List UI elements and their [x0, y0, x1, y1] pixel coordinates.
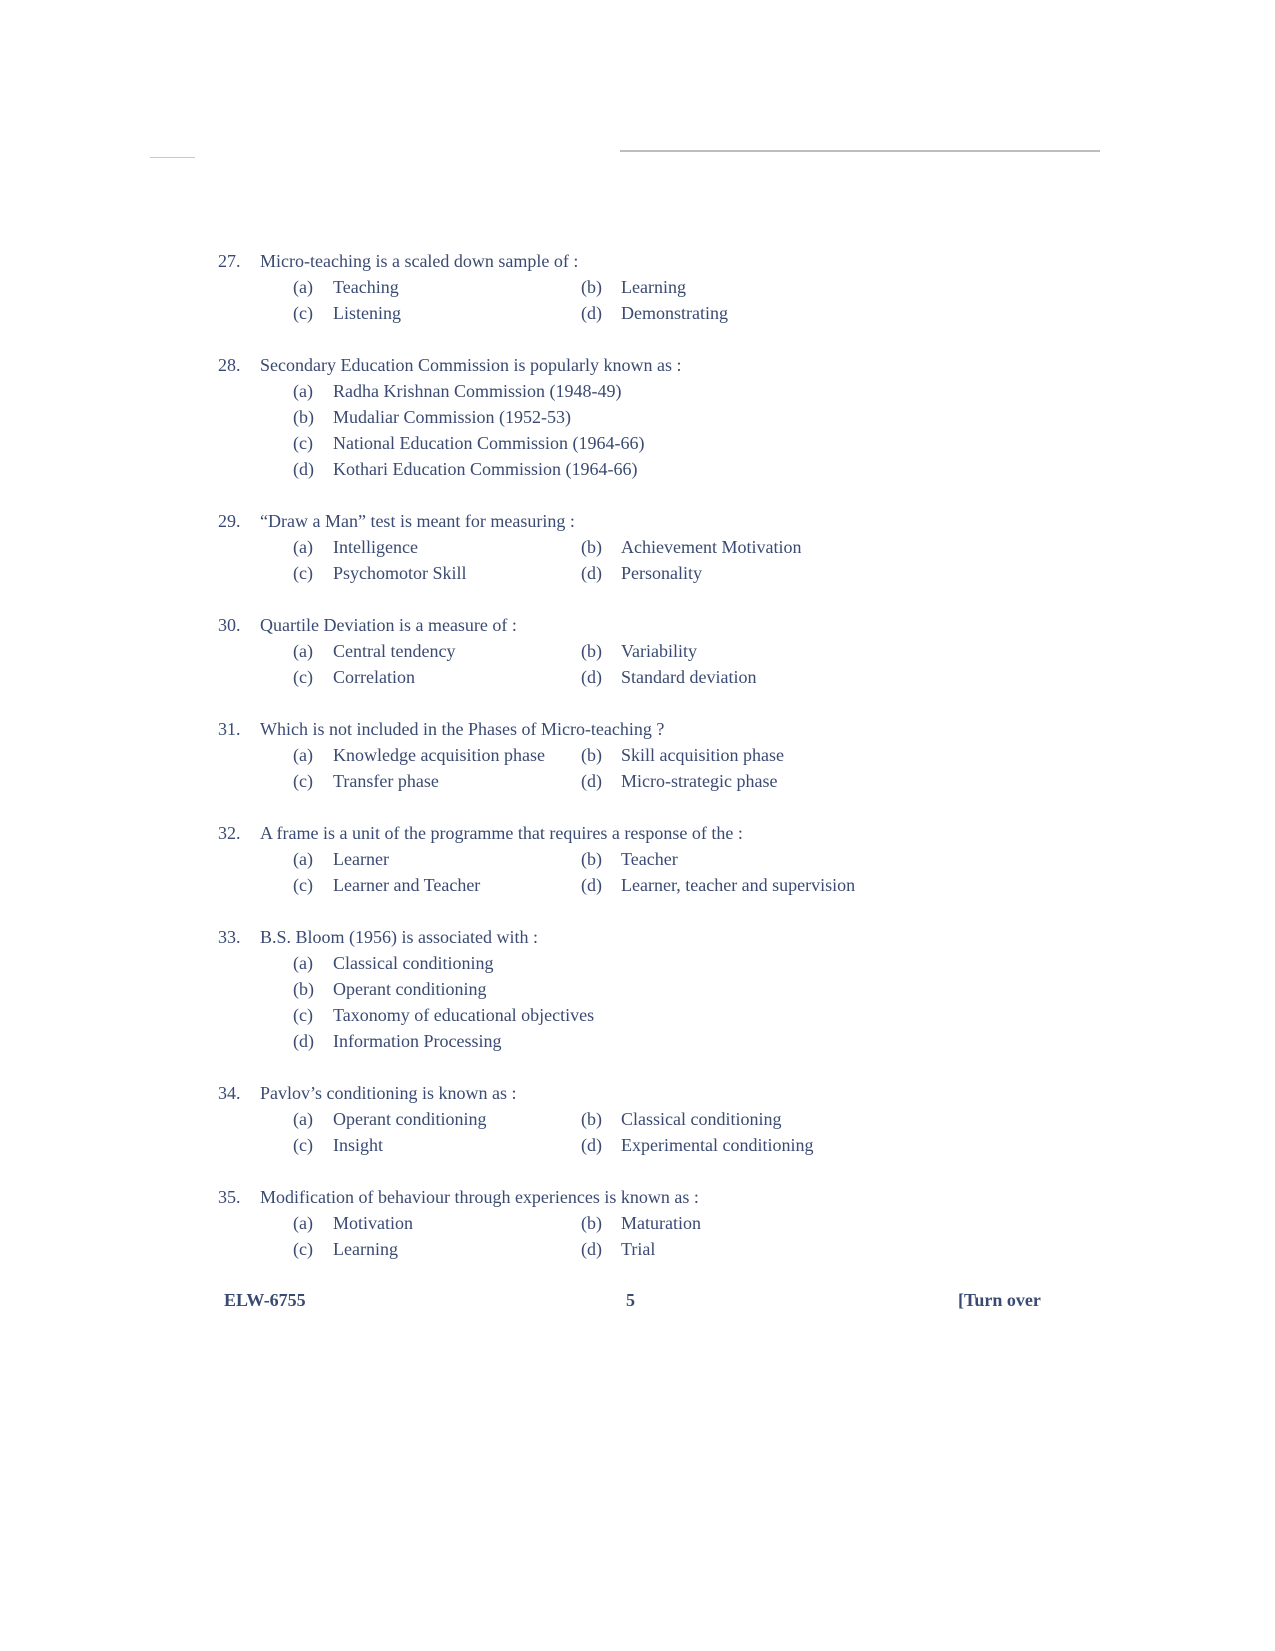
question-block — [218, 924, 1118, 1054]
option-text: Learning — [621, 277, 686, 297]
option-row — [293, 1210, 1118, 1236]
answer-option — [581, 664, 869, 690]
question-text: B.S. Bloom (1956) is associated with : — [260, 927, 538, 947]
answer-option — [581, 560, 869, 586]
option-row — [293, 872, 1118, 898]
option-group — [293, 950, 1118, 1054]
option-letter: (d) — [581, 303, 602, 323]
question-stem — [218, 924, 1118, 950]
question-stem — [218, 352, 1118, 378]
question-text: Micro-teaching is a scaled down sample of : — [260, 251, 579, 271]
answer-option — [293, 378, 1118, 404]
question-text: Modification of behaviour through experiences is known as : — [260, 1187, 699, 1207]
option-group — [293, 846, 1118, 898]
option-row — [293, 274, 1118, 300]
option-group — [293, 638, 1118, 690]
answer-option — [293, 1210, 581, 1236]
option-letter: (c) — [293, 771, 313, 791]
option-text: Psychomotor Skill — [333, 563, 467, 583]
option-row — [293, 1002, 1118, 1028]
option-row — [293, 300, 1118, 326]
answer-option — [581, 274, 869, 300]
option-text: Motivation — [333, 1213, 413, 1233]
option-letter: (c) — [293, 667, 313, 687]
question-text: Which is not included in the Phases of Micro-teaching ? — [260, 719, 665, 739]
option-letter: (a) — [293, 1213, 313, 1233]
option-row — [293, 1132, 1118, 1158]
answer-option — [293, 976, 1118, 1002]
option-row — [293, 950, 1118, 976]
question-number: 34. — [218, 1083, 241, 1103]
option-row — [293, 846, 1118, 872]
option-letter: (a) — [293, 381, 313, 401]
option-letter: (d) — [293, 459, 314, 479]
option-letter: (b) — [581, 277, 602, 297]
option-row — [293, 664, 1118, 690]
question-stem — [218, 248, 1118, 274]
answer-option — [581, 1210, 869, 1236]
option-row — [293, 1236, 1118, 1262]
option-row — [293, 768, 1118, 794]
option-letter: (b) — [581, 745, 602, 765]
option-letter: (a) — [293, 953, 313, 973]
option-text: Maturation — [621, 1213, 701, 1233]
option-row — [293, 742, 1118, 768]
option-letter: (b) — [293, 979, 314, 999]
scan-edge-line-left — [150, 157, 195, 158]
option-text: Correlation — [333, 667, 415, 687]
option-text: Demonstrating — [621, 303, 728, 323]
option-letter: (c) — [293, 303, 313, 323]
option-text: Transfer phase — [333, 771, 439, 791]
answer-option — [293, 534, 581, 560]
answer-option — [581, 534, 869, 560]
answer-option — [293, 1028, 1118, 1054]
option-group — [293, 378, 1118, 482]
option-group — [293, 1106, 1118, 1158]
option-text: Knowledge acquisition phase — [333, 745, 545, 765]
answer-option — [581, 300, 869, 326]
question-stem — [218, 716, 1118, 742]
answer-option — [293, 560, 581, 586]
question-number: 27. — [218, 251, 241, 271]
option-text: Achievement Motivation — [621, 537, 802, 557]
question-block — [218, 716, 1118, 794]
option-text: Trial — [621, 1239, 656, 1259]
question-stem — [218, 1184, 1118, 1210]
answer-option — [581, 638, 869, 664]
option-text: Central tendency — [333, 641, 456, 661]
question-block — [218, 612, 1118, 690]
option-letter: (d) — [581, 563, 602, 583]
answer-option — [581, 768, 869, 794]
option-letter: (d) — [581, 667, 602, 687]
question-block — [218, 508, 1118, 586]
option-letter: (d) — [581, 875, 602, 895]
option-row — [293, 1028, 1118, 1054]
question-number: 32. — [218, 823, 241, 843]
option-letter: (a) — [293, 537, 313, 557]
option-text: National Education Commission (1964-66) — [333, 433, 645, 453]
option-letter: (b) — [581, 641, 602, 661]
option-letter: (c) — [293, 875, 313, 895]
page-number: 5 — [626, 1290, 635, 1310]
option-text: Information Processing — [333, 1031, 502, 1051]
question-stem — [218, 820, 1118, 846]
option-row — [293, 1106, 1118, 1132]
option-group — [293, 274, 1118, 326]
option-group — [293, 534, 1118, 586]
answer-option — [293, 404, 1118, 430]
option-text: Mudaliar Commission (1952-53) — [333, 407, 571, 427]
answer-option — [293, 742, 581, 768]
option-letter: (d) — [293, 1031, 314, 1051]
option-letter: (a) — [293, 849, 313, 869]
option-row — [293, 456, 1118, 482]
question-text: “Draw a Man” test is meant for measuring : — [260, 511, 575, 531]
option-text: Experimental conditioning — [621, 1135, 814, 1155]
option-letter: (b) — [581, 1213, 602, 1233]
answer-option — [293, 872, 581, 898]
question-text: A frame is a unit of the programme that requires a response of the : — [260, 823, 743, 843]
scan-edge-line-right — [620, 150, 1100, 152]
option-text: Teacher — [621, 849, 678, 869]
option-row — [293, 430, 1118, 456]
option-text: Classical conditioning — [333, 953, 494, 973]
question-stem — [218, 508, 1118, 534]
option-letter: (a) — [293, 1109, 313, 1129]
answer-option — [293, 1236, 581, 1262]
turn-over-note: [Turn over — [958, 1290, 1041, 1310]
option-text: Personality — [621, 563, 702, 583]
question-stem — [218, 1080, 1118, 1106]
option-text: Insight — [333, 1135, 384, 1155]
option-row — [293, 638, 1118, 664]
answer-option — [581, 1106, 869, 1132]
answer-option — [581, 1132, 869, 1158]
option-text: Radha Krishnan Commission (1948-49) — [333, 381, 622, 401]
answer-option — [581, 872, 869, 898]
option-letter: (a) — [293, 745, 313, 765]
option-row — [293, 560, 1118, 586]
option-text: Kothari Education Commission (1964-66) — [333, 459, 638, 479]
option-text: Learner and Teacher — [333, 875, 481, 895]
paper-code: ELW-6755 — [224, 1290, 306, 1310]
question-block — [218, 1080, 1118, 1158]
option-letter: (b) — [581, 849, 602, 869]
option-letter: (a) — [293, 641, 313, 661]
question-text: Pavlov’s conditioning is known as : — [260, 1083, 517, 1103]
option-text: Listening — [333, 303, 401, 323]
question-block — [218, 248, 1118, 326]
answer-option — [293, 274, 581, 300]
option-text: Learner — [333, 849, 389, 869]
question-number: 29. — [218, 511, 241, 531]
question-text: Secondary Education Commission is popularly known as : — [260, 355, 682, 375]
option-letter: (b) — [581, 537, 602, 557]
question-list — [218, 248, 1118, 1288]
question-text: Quartile Deviation is a measure of : — [260, 615, 517, 635]
answer-option — [293, 1106, 581, 1132]
answer-option — [581, 742, 869, 768]
option-group — [293, 742, 1118, 794]
option-letter: (c) — [293, 563, 313, 583]
answer-option — [293, 846, 581, 872]
answer-option — [293, 1132, 581, 1158]
option-text: Taxonomy of educational objectives — [333, 1005, 595, 1025]
option-text: Skill acquisition phase — [621, 745, 784, 765]
option-text: Standard deviation — [621, 667, 757, 687]
question-number: 31. — [218, 719, 241, 739]
option-letter: (d) — [581, 1239, 602, 1259]
page-footer — [0, 1290, 1275, 1314]
question-number: 28. — [218, 355, 241, 375]
question-block — [218, 1184, 1118, 1262]
option-letter: (c) — [293, 433, 313, 453]
question-number: 33. — [218, 927, 241, 947]
option-row — [293, 404, 1118, 430]
option-text: Micro-strategic phase — [621, 771, 778, 791]
answer-option — [293, 300, 581, 326]
question-block — [218, 352, 1118, 482]
answer-option — [293, 638, 581, 664]
option-letter: (c) — [293, 1005, 313, 1025]
option-letter: (c) — [293, 1135, 313, 1155]
question-number: 30. — [218, 615, 241, 635]
option-text: Classical conditioning — [621, 1109, 782, 1129]
option-text: Learner, teacher and supervision — [621, 875, 856, 895]
option-letter: (d) — [581, 771, 602, 791]
option-text: Teaching — [333, 277, 399, 297]
answer-option — [293, 1002, 1118, 1028]
answer-option — [581, 846, 869, 872]
option-letter: (c) — [293, 1239, 313, 1259]
option-letter: (b) — [581, 1109, 602, 1129]
answer-option — [293, 768, 581, 794]
question-stem — [218, 612, 1118, 638]
answer-option — [293, 456, 1118, 482]
option-letter: (d) — [581, 1135, 602, 1155]
answer-option — [293, 664, 581, 690]
option-text: Learning — [333, 1239, 398, 1259]
answer-option — [293, 950, 1118, 976]
answer-option — [581, 1236, 869, 1262]
option-text: Variability — [621, 641, 697, 661]
option-text: Intelligence — [333, 537, 418, 557]
option-text: Operant conditioning — [333, 1109, 487, 1129]
option-row — [293, 378, 1118, 404]
option-row — [293, 534, 1118, 560]
question-block — [218, 820, 1118, 898]
option-text: Operant conditioning — [333, 979, 487, 999]
answer-option — [293, 430, 1118, 456]
option-group — [293, 1210, 1118, 1262]
option-letter: (a) — [293, 277, 313, 297]
question-number: 35. — [218, 1187, 241, 1207]
option-letter: (b) — [293, 407, 314, 427]
option-row — [293, 976, 1118, 1002]
